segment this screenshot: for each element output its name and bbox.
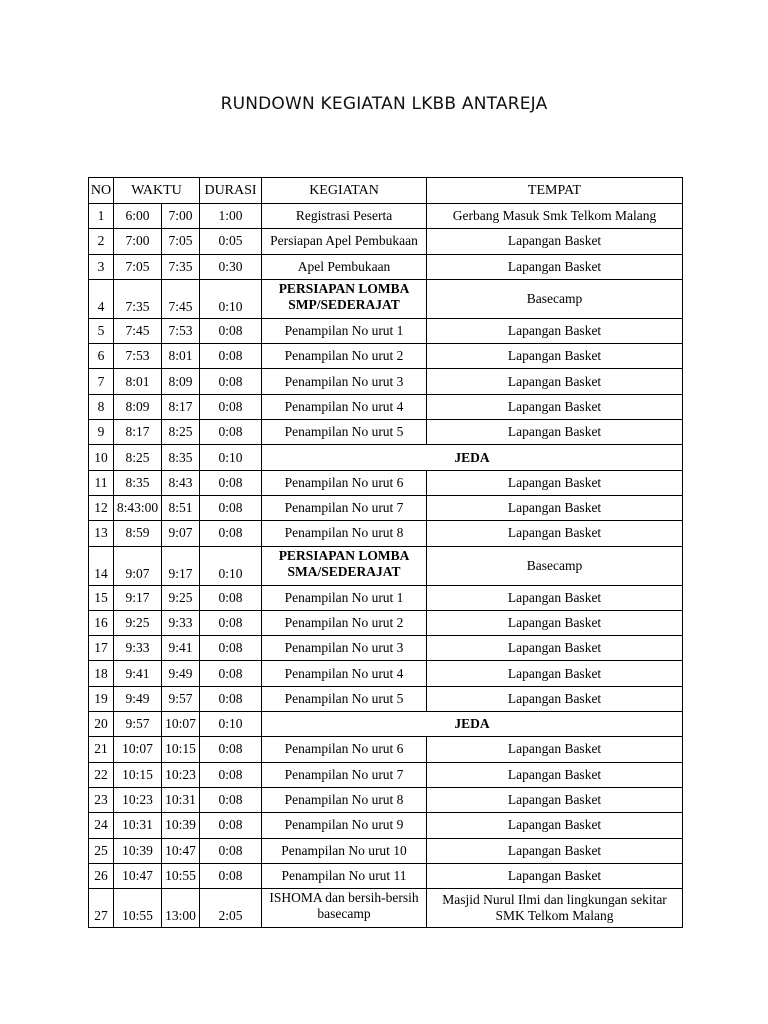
row-durasi: 0:08: [200, 344, 262, 369]
header-no: NO: [89, 178, 114, 204]
page-title: RUNDOWN KEGIATAN LKBB ANTAREJA: [220, 94, 548, 114]
rundown-table: [88, 177, 683, 928]
row-tempat: Lapangan Basket: [427, 610, 683, 635]
row-no: 12: [89, 495, 114, 520]
row-start-time: 9:49: [114, 686, 162, 711]
row-durasi: 0:08: [200, 813, 262, 838]
row-durasi: 0:10: [200, 712, 262, 737]
row-end-time: 10:47: [162, 838, 200, 863]
row-end-time: 7:05: [162, 229, 200, 254]
row-durasi: 0:30: [200, 254, 262, 279]
row-no: 27: [89, 889, 114, 928]
table-row: [89, 762, 683, 787]
row-no: 8: [89, 394, 114, 419]
row-end-time: 7:00: [162, 204, 200, 229]
row-start-time: 6:00: [114, 204, 162, 229]
row-end-time: 9:57: [162, 686, 200, 711]
row-durasi: 0:08: [200, 737, 262, 762]
row-durasi: 0:08: [200, 318, 262, 343]
row-start-time: 7:45: [114, 318, 162, 343]
row-durasi: 0:08: [200, 610, 262, 635]
row-no: 3: [89, 254, 114, 279]
row-kegiatan: Penampilan No urut 8: [262, 521, 427, 546]
table-row: [89, 610, 683, 635]
table-row: [89, 369, 683, 394]
row-no: 21: [89, 737, 114, 762]
row-start-time: 8:09: [114, 394, 162, 419]
table-row: [89, 661, 683, 686]
row-kegiatan: Penampilan No urut 3: [262, 636, 427, 661]
row-kegiatan: Penampilan No urut 6: [262, 470, 427, 495]
table-row: [89, 889, 683, 928]
row-no: 15: [89, 585, 114, 610]
row-end-time: 7:35: [162, 254, 200, 279]
row-kegiatan: Penampilan No urut 9: [262, 813, 427, 838]
row-end-time: 10:23: [162, 762, 200, 787]
row-durasi: 0:10: [200, 279, 262, 318]
row-durasi: 0:08: [200, 585, 262, 610]
row-no: 11: [89, 470, 114, 495]
row-start-time: 8:25: [114, 445, 162, 470]
row-break-label: JEDA: [262, 712, 683, 737]
row-end-time: 8:01: [162, 344, 200, 369]
row-tempat: Lapangan Basket: [427, 318, 683, 343]
row-no: 7: [89, 369, 114, 394]
table-row: [89, 318, 683, 343]
row-no: 19: [89, 686, 114, 711]
row-no: 2: [89, 229, 114, 254]
row-start-time: 9:33: [114, 636, 162, 661]
row-no: 13: [89, 521, 114, 546]
row-no: 17: [89, 636, 114, 661]
row-tempat: Lapangan Basket: [427, 737, 683, 762]
row-kegiatan: Penampilan No urut 11: [262, 863, 427, 888]
table-row: [89, 686, 683, 711]
row-start-time: 8:17: [114, 420, 162, 445]
row-tempat: Lapangan Basket: [427, 521, 683, 546]
row-durasi: 1:00: [200, 204, 262, 229]
row-end-time: 10:15: [162, 737, 200, 762]
table-row: [89, 344, 683, 369]
row-tempat: Lapangan Basket: [427, 394, 683, 419]
header-durasi: DURASI: [200, 178, 262, 204]
table-row: [89, 787, 683, 812]
row-end-time: 8:17: [162, 394, 200, 419]
row-no: 25: [89, 838, 114, 863]
table-row: [89, 863, 683, 888]
row-durasi: 0:08: [200, 495, 262, 520]
row-start-time: 9:41: [114, 661, 162, 686]
row-tempat: Lapangan Basket: [427, 787, 683, 812]
row-start-time: 9:57: [114, 712, 162, 737]
row-durasi: 0:08: [200, 838, 262, 863]
row-durasi: 0:10: [200, 546, 262, 585]
row-start-time: 8:35: [114, 470, 162, 495]
row-kegiatan: Penampilan No urut 6: [262, 737, 427, 762]
row-start-time: 10:39: [114, 838, 162, 863]
row-no: 23: [89, 787, 114, 812]
row-start-time: 10:31: [114, 813, 162, 838]
row-durasi: 0:08: [200, 369, 262, 394]
row-tempat: Lapangan Basket: [427, 470, 683, 495]
row-durasi: 0:05: [200, 229, 262, 254]
row-kegiatan: Penampilan No urut 5: [262, 686, 427, 711]
row-start-time: 9:07: [114, 546, 162, 585]
row-end-time: 9:25: [162, 585, 200, 610]
row-durasi: 0:08: [200, 636, 262, 661]
row-kegiatan: Apel Pembukaan: [262, 254, 427, 279]
row-start-time: 10:15: [114, 762, 162, 787]
row-start-time: 7:00: [114, 229, 162, 254]
row-no: 5: [89, 318, 114, 343]
row-durasi: 0:08: [200, 420, 262, 445]
row-kegiatan: Penampilan No urut 2: [262, 610, 427, 635]
row-kegiatan: Penampilan No urut 7: [262, 495, 427, 520]
header-waktu: WAKTU: [114, 178, 200, 204]
row-end-time: 10:55: [162, 863, 200, 888]
row-durasi: 2:05: [200, 889, 262, 928]
row-durasi: 0:08: [200, 661, 262, 686]
row-start-time: 10:23: [114, 787, 162, 812]
row-start-time: 8:59: [114, 521, 162, 546]
row-kegiatan: PERSIAPAN LOMBA SMP/SEDERAJAT: [262, 279, 427, 318]
row-no: 9: [89, 420, 114, 445]
row-end-time: 10:31: [162, 787, 200, 812]
row-end-time: 9:17: [162, 546, 200, 585]
row-tempat: Lapangan Basket: [427, 585, 683, 610]
row-kegiatan: Penampilan No urut 5: [262, 420, 427, 445]
row-no: 20: [89, 712, 114, 737]
row-kegiatan: ISHOMA dan bersih-bersih basecamp: [262, 889, 427, 928]
row-end-time: 8:09: [162, 369, 200, 394]
row-end-time: 10:39: [162, 813, 200, 838]
table-row: [89, 636, 683, 661]
row-tempat: Lapangan Basket: [427, 838, 683, 863]
row-end-time: 10:07: [162, 712, 200, 737]
row-end-time: 8:51: [162, 495, 200, 520]
row-tempat: Basecamp: [427, 546, 683, 585]
table-row: [89, 204, 683, 229]
row-tempat: Lapangan Basket: [427, 636, 683, 661]
table-row: [89, 394, 683, 419]
row-start-time: 10:55: [114, 889, 162, 928]
row-no: 24: [89, 813, 114, 838]
row-kegiatan: Penampilan No urut 4: [262, 394, 427, 419]
row-no: 16: [89, 610, 114, 635]
row-kegiatan: PERSIAPAN LOMBA SMA/SEDERAJAT: [262, 546, 427, 585]
row-tempat: Lapangan Basket: [427, 863, 683, 888]
row-end-time: 9:33: [162, 610, 200, 635]
row-tempat: Lapangan Basket: [427, 661, 683, 686]
row-no: 18: [89, 661, 114, 686]
table-row: [89, 737, 683, 762]
row-end-time: 9:07: [162, 521, 200, 546]
row-kegiatan: Persiapan Apel Pembukaan: [262, 229, 427, 254]
row-durasi: 0:08: [200, 470, 262, 495]
row-tempat: Lapangan Basket: [427, 369, 683, 394]
row-tempat: Lapangan Basket: [427, 686, 683, 711]
row-break-label: JEDA: [262, 445, 683, 470]
row-tempat: Lapangan Basket: [427, 813, 683, 838]
row-tempat: Lapangan Basket: [427, 420, 683, 445]
row-kegiatan: Penampilan No urut 1: [262, 585, 427, 610]
row-kegiatan: Penampilan No urut 7: [262, 762, 427, 787]
table-row: [89, 813, 683, 838]
row-tempat: Lapangan Basket: [427, 229, 683, 254]
row-start-time: 10:47: [114, 863, 162, 888]
row-start-time: 7:53: [114, 344, 162, 369]
row-start-time: 7:35: [114, 279, 162, 318]
row-end-time: 7:53: [162, 318, 200, 343]
row-start-time: 10:07: [114, 737, 162, 762]
row-no: 10: [89, 445, 114, 470]
row-tempat: Gerbang Masuk Smk Telkom Malang: [427, 204, 683, 229]
row-no: 14: [89, 546, 114, 585]
row-end-time: 7:45: [162, 279, 200, 318]
table-row: [89, 420, 683, 445]
row-start-time: 8:01: [114, 369, 162, 394]
row-end-time: 9:49: [162, 661, 200, 686]
row-tempat: Basecamp: [427, 279, 683, 318]
row-durasi: 0:08: [200, 686, 262, 711]
header-tempat: TEMPAT: [427, 178, 683, 204]
row-durasi: 0:08: [200, 863, 262, 888]
table-header-row: [89, 178, 683, 204]
row-tempat: Lapangan Basket: [427, 254, 683, 279]
row-end-time: 9:41: [162, 636, 200, 661]
table-row: [89, 838, 683, 863]
table-row: [89, 495, 683, 520]
table-row: [89, 445, 683, 470]
row-durasi: 0:08: [200, 787, 262, 812]
table-row: [89, 585, 683, 610]
row-kegiatan: Penampilan No urut 10: [262, 838, 427, 863]
row-end-time: 8:43: [162, 470, 200, 495]
row-start-time: 8:43:00: [114, 495, 162, 520]
row-durasi: 0:08: [200, 394, 262, 419]
row-tempat: Lapangan Basket: [427, 495, 683, 520]
row-durasi: 0:08: [200, 521, 262, 546]
table-row: [89, 229, 683, 254]
table-row: [89, 470, 683, 495]
row-kegiatan: Penampilan No urut 2: [262, 344, 427, 369]
row-kegiatan: Penampilan No urut 3: [262, 369, 427, 394]
row-no: 4: [89, 279, 114, 318]
header-kegiatan: KEGIATAN: [262, 178, 427, 204]
table-row: [89, 546, 683, 585]
row-no: 1: [89, 204, 114, 229]
row-durasi: 0:08: [200, 762, 262, 787]
row-end-time: 13:00: [162, 889, 200, 928]
row-no: 6: [89, 344, 114, 369]
row-kegiatan: Penampilan No urut 8: [262, 787, 427, 812]
row-start-time: 7:05: [114, 254, 162, 279]
row-durasi: 0:10: [200, 445, 262, 470]
row-end-time: 8:25: [162, 420, 200, 445]
table-row: [89, 254, 683, 279]
row-end-time: 8:35: [162, 445, 200, 470]
table-row: [89, 521, 683, 546]
table-row: [89, 279, 683, 318]
row-start-time: 9:17: [114, 585, 162, 610]
row-kegiatan: Penampilan No urut 4: [262, 661, 427, 686]
row-tempat: Masjid Nurul Ilmi dan lingkungan sekitar SMK Telkom Malang: [427, 889, 683, 928]
row-no: 26: [89, 863, 114, 888]
row-kegiatan: Registrasi Peserta: [262, 204, 427, 229]
row-tempat: Lapangan Basket: [427, 762, 683, 787]
row-kegiatan: Penampilan No urut 1: [262, 318, 427, 343]
row-start-time: 9:25: [114, 610, 162, 635]
table-row: [89, 712, 683, 737]
row-tempat: Lapangan Basket: [427, 344, 683, 369]
row-no: 22: [89, 762, 114, 787]
